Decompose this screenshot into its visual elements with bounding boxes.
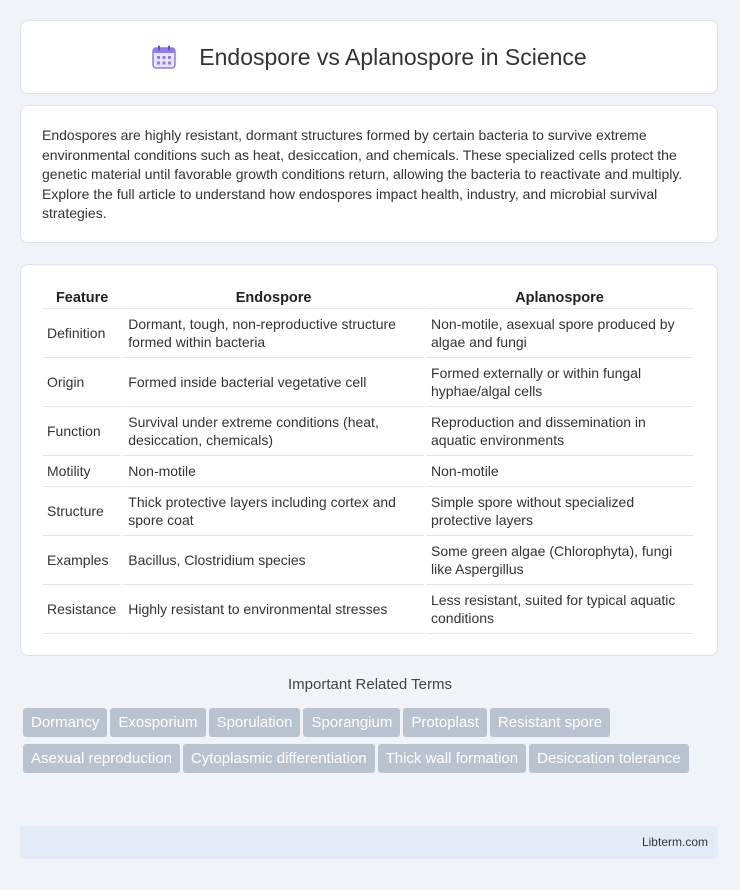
calendar-grid-icon: [151, 44, 177, 70]
aplanospore-cell: Non-motile: [426, 456, 693, 487]
aplanospore-cell: Simple spore without specialized protective layers: [426, 487, 693, 536]
comparison-table: [41, 287, 695, 634]
endospore-cell: Bacillus, Clostridium species: [123, 536, 424, 585]
related-terms-list: [23, 708, 723, 780]
table-row: [43, 358, 693, 407]
endospore-cell: Highly resistant to environmental stresses: [123, 585, 424, 634]
intro-text: Endospores are highly resistant, dormant structures formed by certain bacteria to survive extreme environmental conditions such as heat, desiccation, and chemicals. These specialized cells protect the genetic material until favorable growth conditions return, allowing the bacteria to reactivate and multiply. Explore the full article to understand how endospores impact health, industry, and microbial survival strategies.: [42, 127, 683, 222]
aplanospore-cell: Non-motile, asexual spore produced by algae and fungi: [426, 309, 693, 358]
related-term-tag[interactable]: Resistant spore: [490, 708, 610, 737]
related-terms-title: Important Related Terms: [288, 676, 452, 693]
related-term-tag[interactable]: Thick wall formation: [378, 744, 527, 773]
related-term-tag[interactable]: Asexual reproduction: [23, 744, 180, 773]
feature-cell: Examples: [43, 536, 121, 585]
footer-site[interactable]: Libterm.com: [641, 835, 708, 849]
table-row: [43, 456, 693, 487]
comparison-card: [20, 264, 718, 656]
header-aplanospore: Aplanospore: [426, 287, 693, 309]
related-term-tag[interactable]: Dormancy: [23, 708, 107, 737]
related-term-tag[interactable]: Desiccation tolerance: [529, 744, 688, 773]
table-header-row: [43, 287, 693, 309]
footer: [20, 826, 718, 859]
related-term-tag[interactable]: Sporulation: [209, 708, 301, 737]
header-card: [20, 20, 718, 94]
related-term-tag[interactable]: Exosporium: [110, 708, 205, 737]
feature-cell: Resistance: [43, 585, 121, 634]
aplanospore-cell: Reproduction and dissemination in aquatic environments: [426, 407, 693, 456]
header-endospore: Endospore: [123, 287, 424, 309]
endospore-cell: Non-motile: [123, 456, 424, 487]
feature-cell: Motility: [43, 456, 121, 487]
feature-cell: Origin: [43, 358, 121, 407]
feature-cell: Structure: [43, 487, 121, 536]
aplanospore-cell: Formed externally or within fungal hyphae/algal cells: [426, 358, 693, 407]
table-row: [43, 309, 693, 358]
table-row: [43, 536, 693, 585]
related-term-tag[interactable]: Protoplast: [403, 708, 487, 737]
aplanospore-cell: Some green algae (Chlorophyta), fungi like Aspergillus: [426, 536, 693, 585]
endospore-cell: Thick protective layers including cortex and spore coat: [123, 487, 424, 536]
endospore-cell: Dormant, tough, non-reproductive structure formed within bacteria: [123, 309, 424, 358]
feature-cell: Definition: [43, 309, 121, 358]
intro-card: [20, 105, 718, 243]
aplanospore-cell: Less resistant, suited for typical aquatic conditions: [426, 585, 693, 634]
related-term-tag[interactable]: Sporangium: [303, 708, 400, 737]
related-term-tag[interactable]: Cytoplasmic differentiation: [183, 744, 375, 773]
endospore-cell: Formed inside bacterial vegetative cell: [123, 358, 424, 407]
table-row: [43, 407, 693, 456]
table-row: [43, 487, 693, 536]
endospore-cell: Survival under extreme conditions (heat, desiccation, chemicals): [123, 407, 424, 456]
feature-cell: Function: [43, 407, 121, 456]
page-title: Endospore vs Aplanospore in Science: [199, 43, 587, 70]
table-row: [43, 585, 693, 634]
header-feature: Feature: [43, 287, 121, 309]
